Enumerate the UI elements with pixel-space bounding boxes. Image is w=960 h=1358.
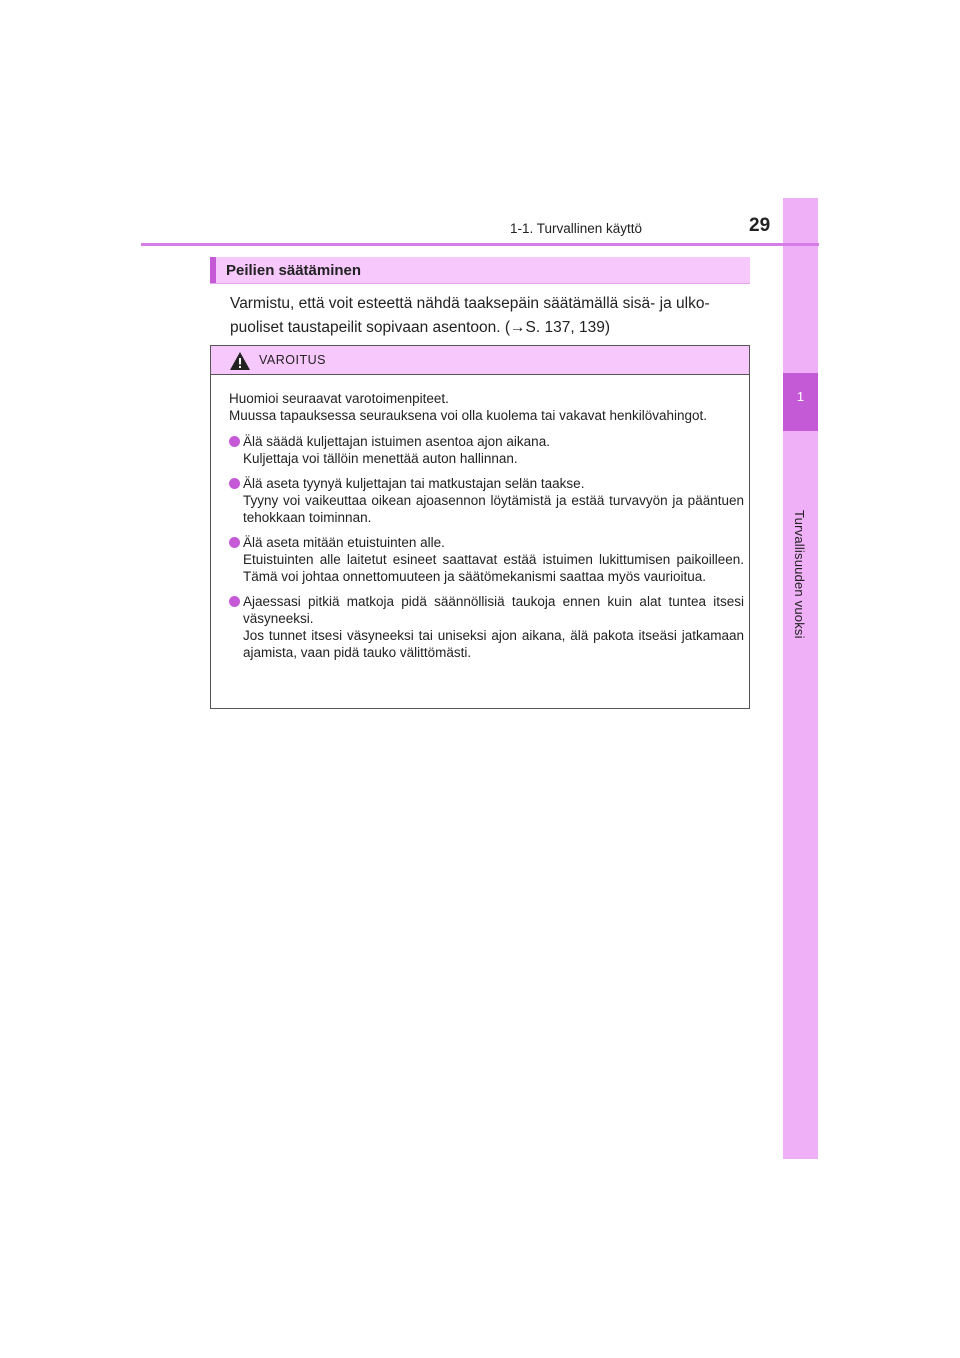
warning-item [229, 534, 744, 585]
page-number: 29 [749, 215, 771, 236]
bullet-icon [229, 596, 240, 607]
bullet-icon [229, 478, 240, 489]
warning-item-body: Etuistuinten alle laitetut esineet saattavat estää istuimen lukittumisen paikoilleen. Tämä voi johtaa onnettomuuteen ja säätömekanismi saattaa myös vaurioitua. [243, 552, 744, 584]
section-title: Peilien säätäminen [226, 262, 362, 279]
section-intro: Varmistu, että voit esteettä nähdä taaksepäin säätämällä sisä- ja ulko-puoliset taustapeilit sopivaan asentoon. (→S. 137, 139) [230, 295, 710, 336]
bullet-icon [229, 436, 240, 447]
bullet-icon [229, 537, 240, 548]
warning-item-title: Ajaessasi pitkiä matkoja pidä säännöllisiä taukoja ennen kuin alat tuntea itsesi väsyneeksi. [243, 594, 744, 626]
warning-item-title: Älä aseta mitään etuistuinten alle. [243, 535, 445, 550]
chapter-title: Turvallisuuden vuoksi [792, 510, 807, 639]
section-accent [210, 257, 216, 283]
warning-item-title: Älä säädä kuljettajan istuimen asentoa ajon aikana. [243, 434, 550, 449]
warning-item-body: Tyyny voi vaikeuttaa oikean ajoasennon löytämistä ja estää turvavyön ja pääntuen tehokkaan toiminnan. [243, 493, 744, 525]
chapter-side-tab [783, 198, 818, 1159]
warning-label: VAROITUS [259, 353, 326, 367]
warning-item [229, 475, 744, 526]
header-rule [141, 243, 819, 246]
warning-item-body: Kuljettaja voi tällöin menettää auton hallinnan. [243, 451, 518, 466]
warning-box [210, 345, 750, 709]
warning-item-body: Jos tunnet itsesi väsyneeksi tai uniseksi ajon aikana, älä pakota itseäsi jatkamaan ajamista, vaan pidä tauko välittömästi. [243, 628, 744, 660]
warning-triangle-icon [229, 351, 251, 371]
warning-intro-line1: Huomioi seuraavat varotoimenpiteet. [229, 391, 449, 406]
warning-item [229, 593, 744, 661]
chapter-number: 1 [796, 389, 805, 404]
warning-body [229, 390, 744, 669]
warning-intro [229, 390, 744, 424]
warning-item [229, 433, 744, 467]
running-header: 1-1. Turvallinen käyttö [510, 221, 643, 236]
warning-header [211, 346, 749, 375]
section-heading-bar [210, 257, 750, 284]
warning-item-title: Älä aseta tyynyä kuljettajan tai matkustajan selän taakse. [243, 476, 585, 491]
warning-intro-line2: Muussa tapauksessa seurauksena voi olla kuolema tai vakavat henkilövahingot. [229, 408, 708, 423]
